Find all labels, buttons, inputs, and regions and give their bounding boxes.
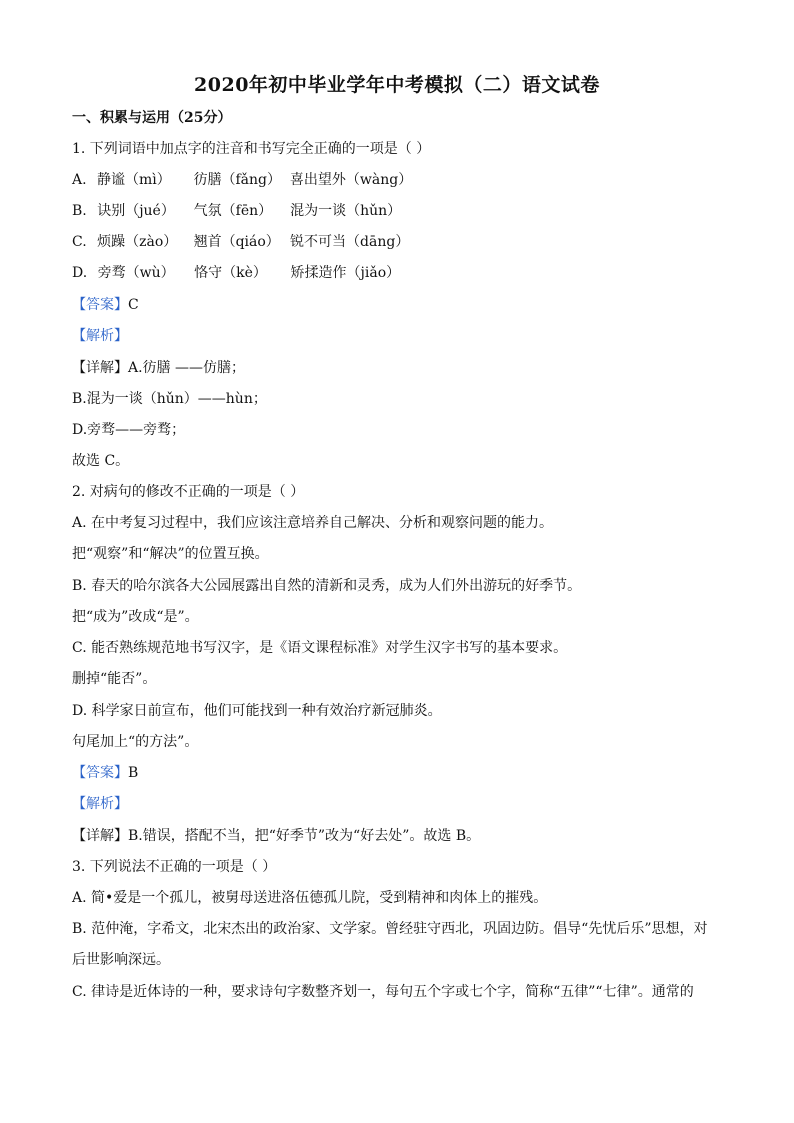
option-letter: A. [72,172,87,188]
option-word: 旁骛（wù） [97,265,175,281]
question-1-option-c [72,232,409,252]
option-word: 翘首（qiáo） [193,234,280,250]
question-1-option-a [72,170,412,190]
question-2-stem: 2. 对病句的修改不正确的一项是（ ） [72,484,305,500]
answer-tag: 【答案】 [72,765,128,781]
option-word: 锐不可当（dāng） [290,234,410,250]
question-2-option-a: A. 在中考复习过程中，我们应该注意培养自己解决、分析和观察问题的能力。 [72,515,554,531]
question-1-detail-a [72,358,245,378]
question-2-option-d: D. 科学家日前宣布，他们可能找到一种有效治疗新冠肺炎。 [72,703,442,719]
question-1-detail-d: D.旁骛——旁骛； [72,422,186,438]
question-1-stem: 1. 下列词语中加点字的注音和书写完全正确的一项是（ ） [72,141,431,157]
question-1-detail-b: B.混为一谈（hǔn）——hùn； [72,391,267,407]
answer-value: B [128,765,139,781]
question-2-answer [72,763,138,783]
detail-tag: 【详解】 [72,360,128,376]
option-word: 矫揉造作（jiǎo） [290,265,401,281]
detail-text: A.彷膳 ——仿膳； [128,360,246,376]
section-heading: 一、积累与运用（25分） [72,110,232,126]
question-1-answer [72,295,139,315]
option-letter: D. [72,265,88,281]
option-word: 恪守（kè） [194,265,267,281]
question-3-option-a: A. 简•爱是一个孤儿，被舅母送进洛伍德孤儿院，受到精神和肉体上的摧残。 [72,890,548,906]
option-letter: B. [72,203,87,219]
question-2-fix-a: 把“观察”和“解决”的位置互换。 [72,546,269,562]
question-3-stem: 3. 下列说法不正确的一项是（ ） [72,859,277,875]
question-3-option-c: C. 律诗是近体诗的一种，要求诗句字数整齐划一，每句五个字或七个字，简称“五律”“七律”。通常的 [72,984,694,1000]
option-letter: C. [72,234,87,250]
option-word: 气氛（fēn） [193,203,273,219]
analysis-tag: 【解析】 [72,328,128,344]
question-2-detail [72,826,480,846]
option-word: 静谧（mì） [97,172,171,188]
analysis-tag: 【解析】 [72,796,128,812]
detail-tag: 【详解】 [72,828,128,844]
question-2-fix-c: 删掉“能否”。 [72,671,157,687]
question-3-option-b: B. 范仲淹，字希文，北宋杰出的政治家、文学家。曾经驻守西北，巩固边防。倡导“先忧后乐”思想，对 [72,921,708,937]
question-3-option-b-cont: 后世影响深远。 [72,952,170,968]
option-word: 诀别（jué） [97,203,175,219]
answer-value: C [128,297,139,313]
question-1-option-d [72,263,400,283]
answer-tag: 【答案】 [72,297,128,313]
question-1-conclusion: 故选 C。 [72,453,130,469]
detail-text: B.错误，搭配不当，把“好季节”改为“好去处”。故选 B。 [128,828,481,844]
question-2-fix-d: 句尾加上“的方法”。 [72,734,199,750]
question-2-option-b: B. 春天的哈尔滨各大公园展露出自然的清新和灵秀，成为人们外出游玩的好季节。 [72,578,582,594]
option-word: 烦躁（zào） [97,234,178,250]
option-word: 喜出望外（wàng） [289,172,413,188]
question-2-option-c: C. 能否熟练规范地书写汉字，是《语文课程标准》对学生汉字书写的基本要求。 [72,640,568,656]
question-2-fix-b: 把“成为”改成“是”。 [72,609,199,625]
option-word: 混为一谈（hǔn） [290,203,402,219]
question-1-option-b [72,201,401,221]
exam-title: 2020年初中毕业学年中考模拟（二）语文试卷 [194,74,600,96]
option-word: 彷膳（fǎng） [193,172,281,188]
